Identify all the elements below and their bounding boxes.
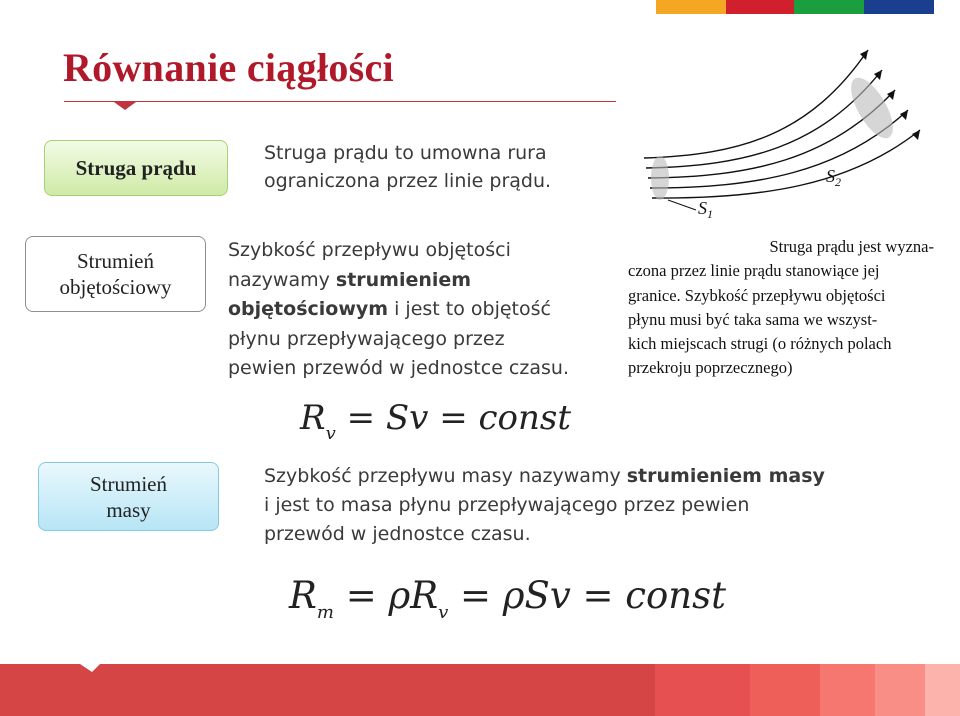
streamline (644, 50, 868, 158)
formula-symbol: R (289, 574, 317, 617)
arrowhead-icon (912, 130, 920, 140)
mass-flux-label (90, 471, 167, 523)
formula-subscript: v (438, 602, 449, 623)
top-color-bar (656, 0, 934, 14)
streamline (646, 70, 882, 168)
formula-middle: = ρR (333, 574, 439, 617)
footer-bar (0, 664, 960, 716)
mass-line: i jest to masa płynu przepływającego przez pewien (264, 494, 750, 516)
caption-line: Struga prądu jest wyzna- (769, 237, 934, 256)
underline-notch (114, 102, 136, 110)
volume-line: pewien przewód w jednostce czasu. (228, 357, 569, 380)
formula-subscript: v (325, 423, 336, 444)
cross-section-s1 (651, 156, 669, 200)
s2-label: $S_2$ (826, 166, 841, 189)
footer-segment (655, 664, 750, 716)
s1-pointer (668, 200, 696, 210)
arrowhead-icon (900, 110, 908, 120)
volume-text-bold: objętościowym (228, 298, 389, 321)
mass-flux-line1: Strumień (90, 471, 167, 496)
volume-line: Szybkość przepływu objętości (228, 239, 511, 261)
arrowhead-icon (887, 90, 895, 100)
formula-rest: = Sv = const (335, 398, 572, 438)
stream-box-label: Struga prądu (75, 156, 197, 180)
footer-segment (750, 664, 820, 716)
mass-flux-formula (289, 574, 726, 623)
title-underline (64, 101, 616, 102)
volume-line (228, 266, 628, 296)
mass-text-bold: strumieniem masy (626, 465, 825, 487)
mass-text-pre: Szybkość przepływu masy nazywamy (264, 465, 627, 487)
mass-line (264, 462, 924, 491)
volume-line: płynu przepływającego przez (228, 327, 505, 350)
volume-line (228, 295, 628, 325)
mass-flux-line2: masy (106, 497, 151, 522)
mass-flux-description (264, 462, 924, 549)
stream-line: ograniczona przez linie prądu. (264, 170, 552, 192)
caption-line: czona przez linie prądu stanowiące jej (628, 261, 880, 281)
volume-text-pre: nazywamy (228, 268, 336, 291)
volume-flux-line1: Strumień (76, 249, 154, 273)
formula-symbol: R (300, 398, 326, 438)
volume-flux-line2: objętościowy (59, 275, 172, 299)
stream-description (264, 139, 624, 195)
volume-flux-description (228, 236, 628, 384)
volume-flux-label (60, 248, 172, 300)
volume-text-post: i jest to objętość (388, 298, 551, 321)
bar-segment (656, 0, 726, 14)
volume-text-bold: strumieniem (335, 268, 472, 291)
streamline (652, 130, 920, 198)
formula-rest: = ρSv = const (448, 574, 726, 617)
mass-line: przewód w jednostce czasu. (264, 523, 531, 545)
figure-caption (628, 235, 934, 381)
caption-line: przekroju poprzecznego) (628, 358, 793, 378)
volume-flux-formula (300, 398, 571, 444)
s1-label: $S_1$ (698, 198, 713, 221)
bar-segment (794, 0, 864, 14)
volume-flux-box (25, 236, 206, 312)
stream-line: Struga prądu to umowna rura (264, 142, 547, 164)
footer-segment (875, 664, 925, 716)
stream-tube-diagram (620, 30, 955, 230)
caption-line: płynu musi być taka sama we wszyst- (628, 309, 878, 329)
stream-box (44, 140, 228, 196)
formula-subscript: m (316, 602, 334, 623)
footer-segment (0, 664, 655, 716)
caption-line: kich miejscach strugi (o różnych polach (628, 334, 892, 354)
bar-segment (864, 0, 934, 14)
footer-segment (820, 664, 875, 716)
page-title: Równanie ciągłości (63, 45, 394, 90)
mass-flux-box (38, 462, 219, 531)
bar-segment (726, 0, 794, 14)
footer-segment (925, 664, 960, 716)
caption-line: granice. Szybkość przepływu objętości (628, 285, 886, 305)
